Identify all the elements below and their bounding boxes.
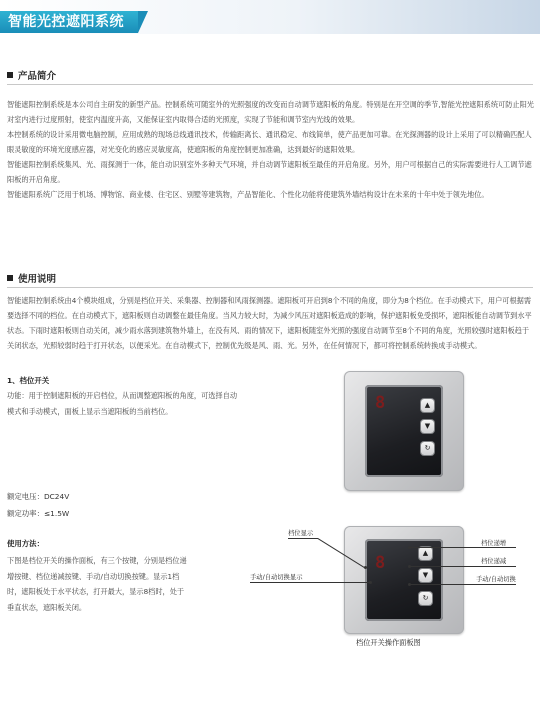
gear-display: 8 (375, 553, 386, 573)
function-line: 功能：用于控制遮阳板的开启档位，从而调整遮阳板的角度，可选择自动 (7, 391, 238, 400)
down-arrow-icon: ▼ (419, 569, 432, 582)
usage-heading-row (7, 271, 56, 285)
intro-paragraph: 智能遮阳系统广泛用于机场、博物馆、商业楼、住宅区、别墅等建筑物，产品智能化、个性化功能将使建筑外墙结构设计在未来的十年中处于领先地位。 (7, 190, 489, 199)
intro-paragraph: 智能遮阳控制系统集风、光、雨探测于一体，能自动识别室外多种天气环境，并自动调节遮阳板至最佳的开启角度。另外，用户可根据自己的实际需要进行人工调节遮阳板的开启角度。 (7, 160, 532, 184)
page-title: 智能光控遮阳系统 (0, 11, 138, 33)
up-arrow-icon: ▲ (419, 547, 432, 560)
label-mode-display: 手动/自动切换显示 (250, 574, 303, 581)
divider (7, 84, 533, 85)
intro-paragraph: 智能遮阳控制系统是本公司自主研发的新型产品。控制系统可随室外的光照强度的改变而自动调节遮阳板的角度。特别是在开空调的季节,智能光控遮阳系统可防止阳光对室内进行过度照射，使室内温度升高，又能保证室内取得合适的光照度，实现了节能和调节室内光线的效果。 (7, 100, 534, 124)
refresh-icon: ↻ (419, 592, 432, 605)
switch-panel-face (365, 539, 443, 621)
leader-line (410, 547, 516, 548)
method-line: 增按键、档位递减按键、手动/自动切换按键。显示1档 (7, 571, 180, 581)
down-arrow-icon: ▼ (421, 420, 434, 433)
method-line: 时，遮阳板处于水平状态，打开最大，显示8档时，处于 (7, 587, 185, 596)
switch-panel-photo (344, 371, 464, 491)
divider (7, 287, 533, 288)
leader-line (410, 566, 516, 567)
switch-panel-face (365, 385, 443, 477)
leader-line (250, 582, 370, 583)
module-function (7, 388, 237, 419)
intro-heading-row (7, 68, 56, 82)
intro-paragraph: 本控制系统的设计采用微电脑控制，应用成熟的现场总线通讯技术，传输距离长、通讯稳定、布线简单，使产品更加可靠。在光探测器的设计上采用了可以精确匹配人眼灵敏度的环境光度感应器，对光变化的感应灵敏度高，使遮阳板的角度控制更加准确，达到最好的遮阳效果。 (7, 130, 532, 154)
square-bullet-icon (7, 72, 13, 78)
usage-heading: 使用说明 (18, 274, 57, 285)
method-title: 使用方法： (7, 539, 44, 548)
label-gear-down: 档位递减 (481, 558, 507, 565)
rated-power: 额定功率：≤1.5W (7, 509, 70, 518)
method-line: 下图是档位开关的操作面板，有三个按键，分别是档位递 (7, 556, 187, 565)
square-bullet-icon (7, 275, 13, 281)
leader-dot (364, 566, 367, 569)
refresh-icon: ↻ (421, 442, 434, 455)
label-gear-display: 档位显示 (288, 530, 314, 537)
gear-display: 8 (375, 393, 386, 413)
leader-line (410, 584, 516, 585)
leader-dot (408, 546, 411, 549)
up-arrow-icon: ▲ (421, 399, 434, 412)
method-text (7, 553, 187, 615)
leader-line (288, 538, 318, 539)
leader-dot (408, 583, 411, 586)
diagram-caption: 档位开关操作面板图 (356, 638, 421, 647)
module-title: 1、档位开关 (7, 376, 50, 385)
intro-text (7, 97, 535, 202)
switch-panel-diagram (344, 526, 464, 634)
leader-dot (408, 565, 411, 568)
label-gear-up: 档位递增 (481, 540, 507, 547)
method-line: 垂直状态，遮阳板关闭。 (7, 602, 87, 612)
leader-dot (369, 581, 372, 584)
usage-paragraph: 智能遮阳控制系统由4个模块组成，分别是档位开关、采集器、控制器和风雨探测器。遮阳板可开启到8个不同的角度，即分为8个档位。在手动模式下，用户可根据需要选择不同的档位。在自动模式下，遮阳板则自动调整在最佳角度。当风力较大时，为减少风压对遮阳板造成的影响，保护遮阳板免受损坏，遮阳板能自动调节到水平状态。下雨时遮阳板则自动关闭，减少雨水落到建筑物外墙上，在没有风、雨的情况下，遮阳板随室外光照的强度自动调节至8个不同的角度，光照较强时遮阳板趋于关闭状态，光照较弱时趋于打开状态，以便采光。在自动模式下，控制优先级是风、雨、光。另外，在任何情况下，都可将控制系统转换成手动模式。 (7, 296, 532, 350)
rated-voltage: 额定电压：DC24V (7, 492, 70, 501)
function-line: 模式和手动模式，面板上显示当遮阳板的当前档位。 (7, 406, 173, 416)
usage-text (7, 293, 535, 353)
label-mode-switch: 手动/自动切换 (476, 576, 516, 583)
intro-heading: 产品简介 (18, 71, 57, 82)
